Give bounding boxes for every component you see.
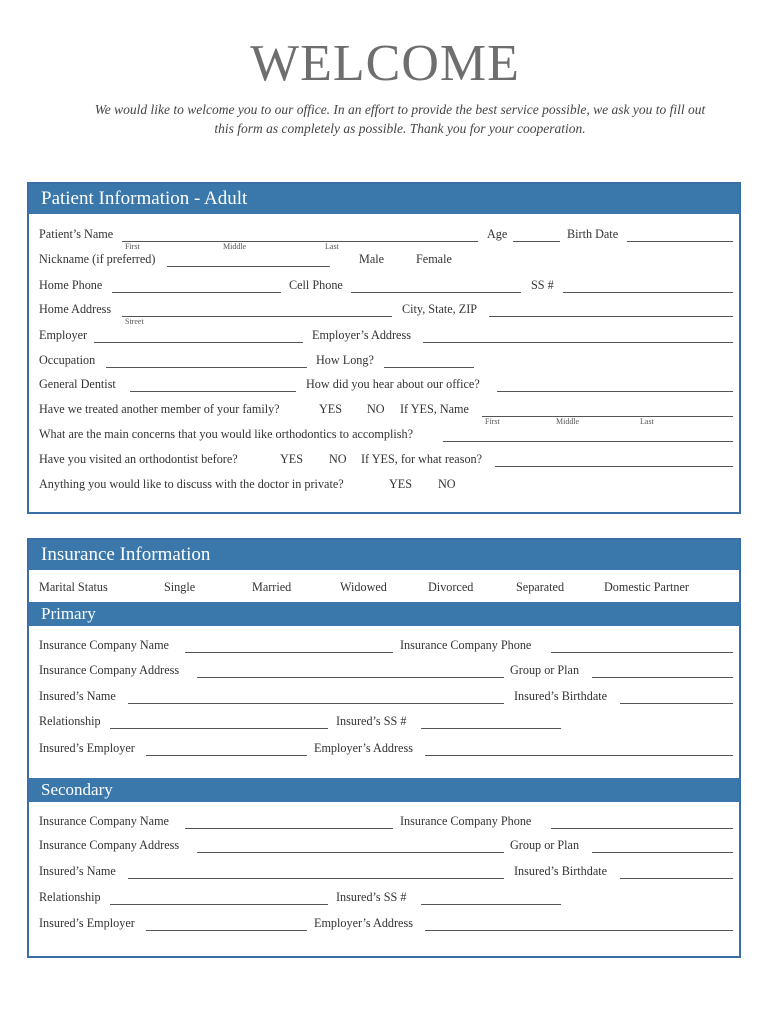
primary-group-plan-field[interactable] [592, 677, 733, 678]
ss-label: SS # [531, 278, 554, 292]
insurance-section-heading: Insurance Information [29, 540, 739, 570]
employers-address-field[interactable] [423, 342, 733, 343]
patients-name-field[interactable] [122, 241, 478, 242]
main-concerns-row [39, 427, 731, 445]
secondary-employer-row [39, 916, 731, 934]
insurance-section [27, 538, 741, 958]
primary-company-address-label: Insurance Company Address [39, 663, 180, 677]
primary-heading: Primary [29, 602, 739, 626]
discuss-private-no[interactable]: NO [438, 477, 456, 491]
city-state-zip-label: City, State, ZIP [402, 302, 478, 316]
patient-section-heading: Patient Information - Adult [29, 184, 739, 214]
visited-ortho-no[interactable]: NO [329, 452, 347, 466]
primary-relationship-row [39, 714, 731, 732]
secondary-relationship-row [39, 890, 731, 908]
treated-family-yes[interactable]: YES [319, 402, 343, 416]
treated-family-row [39, 402, 731, 426]
general-dentist-field[interactable] [130, 391, 296, 392]
secondary-relationship-label: Relationship [39, 890, 101, 904]
nickname-field[interactable] [167, 266, 330, 267]
primary-company-name-field[interactable] [185, 652, 393, 653]
family-first-sublabel: First [485, 417, 500, 426]
marital-status-row [39, 580, 731, 598]
secondary-group-plan-label: Group or Plan [510, 838, 580, 852]
treated-family-no[interactable]: NO [367, 402, 385, 416]
primary-company-phone-label: Insurance Company Phone [400, 638, 532, 652]
status-separated[interactable]: Separated [516, 580, 565, 594]
primary-employer-row [39, 741, 731, 759]
page-title: WELCOME [250, 35, 520, 92]
main-concerns-field[interactable] [443, 441, 733, 442]
primary-insureds-ss-label: Insured’s SS # [336, 714, 407, 728]
secondary-company-address-field[interactable] [197, 852, 504, 853]
primary-group-plan-label: Group or Plan [510, 663, 580, 677]
status-married[interactable]: Married [252, 580, 292, 594]
general-dentist-label: General Dentist [39, 377, 116, 391]
birth-date-label: Birth Date [567, 227, 619, 241]
nickname-row [39, 252, 731, 270]
secondary-company-address-label: Insurance Company Address [39, 838, 180, 852]
employers-address-label: Employer’s Address [312, 328, 411, 342]
patients-name-label: Patient’s Name [39, 227, 114, 241]
street-sublabel: Street [125, 317, 144, 326]
how-long-label: How Long? [316, 353, 374, 367]
family-last-sublabel: Last [640, 417, 654, 426]
primary-insureds-birthdate-field[interactable] [620, 703, 733, 704]
secondary-insureds-employer-field[interactable] [146, 930, 307, 931]
employer-row [39, 328, 731, 346]
primary-company-name-label: Insurance Company Name [39, 638, 169, 652]
intro-line-2: this form as completely as possible. Thank you for your cooperation. [214, 121, 586, 136]
age-field[interactable] [513, 241, 560, 242]
city-state-zip-field[interactable] [489, 316, 733, 317]
primary-company-row [39, 638, 731, 656]
home-phone-label: Home Phone [39, 278, 103, 292]
female-option[interactable]: Female [416, 252, 452, 266]
if-yes-reason-label: If YES, for what reason? [361, 452, 483, 466]
nickname-label: Nickname (if preferred) [39, 252, 156, 266]
status-single[interactable]: Single [164, 580, 196, 594]
cell-phone-label: Cell Phone [289, 278, 343, 292]
primary-relationship-label: Relationship [39, 714, 101, 728]
occupation-label: Occupation [39, 353, 96, 367]
home-phone-field[interactable] [112, 292, 281, 293]
age-label: Age [487, 227, 508, 241]
birth-date-field[interactable] [627, 241, 733, 242]
visited-ortho-label: Have you visited an orthodontist before? [39, 452, 238, 466]
primary-company-address-field[interactable] [197, 677, 504, 678]
secondary-insureds-employer-label: Insured’s Employer [39, 916, 135, 930]
male-option[interactable]: Male [359, 252, 385, 266]
status-domestic-partner[interactable]: Domestic Partner [604, 580, 689, 594]
if-yes-name-label: If YES, Name [400, 402, 469, 416]
how-long-field[interactable] [384, 367, 474, 368]
dentist-row [39, 377, 731, 395]
family-middle-sublabel: Middle [556, 417, 580, 426]
visit-reason-field[interactable] [495, 466, 733, 467]
family-member-name-field[interactable] [482, 416, 733, 417]
secondary-insureds-birthdate-label: Insured’s Birthdate [514, 864, 608, 878]
primary-insured-row [39, 689, 731, 707]
first-sublabel: First [125, 242, 140, 251]
home-address-label: Home Address [39, 302, 112, 316]
ss-field[interactable] [563, 292, 733, 293]
secondary-insureds-ss-field[interactable] [421, 904, 561, 905]
patients-name-row [39, 227, 731, 251]
phone-row [39, 278, 731, 296]
secondary-company-phone-field[interactable] [551, 828, 733, 829]
primary-insureds-birthdate-label: Insured’s Birthdate [514, 689, 608, 703]
secondary-company-name-label: Insurance Company Name [39, 814, 169, 828]
primary-insureds-name-field[interactable] [128, 703, 504, 704]
secondary-insured-row [39, 864, 731, 882]
how-hear-label: How did you hear about our office? [306, 377, 480, 391]
primary-employers-address-label: Employer’s Address [314, 741, 413, 755]
discuss-private-row [39, 477, 731, 495]
occupation-row [39, 353, 731, 371]
primary-insureds-employer-field[interactable] [146, 755, 307, 756]
primary-insureds-employer-label: Insured’s Employer [39, 741, 135, 755]
secondary-insureds-ss-label: Insured’s SS # [336, 890, 407, 904]
home-address-row [39, 302, 731, 326]
how-hear-field[interactable] [497, 391, 733, 392]
intro-text [60, 100, 740, 138]
middle-sublabel: Middle [223, 242, 247, 251]
secondary-employers-address-label: Employer’s Address [314, 916, 413, 930]
discuss-private-label: Anything you would like to discuss with the doctor in private? [39, 477, 344, 491]
secondary-insureds-name-field[interactable] [128, 878, 504, 879]
last-sublabel: Last [325, 242, 339, 251]
secondary-insureds-birthdate-field[interactable] [620, 878, 733, 879]
secondary-company-phone-label: Insurance Company Phone [400, 814, 532, 828]
primary-company-phone-field[interactable] [551, 652, 733, 653]
visited-ortho-row [39, 452, 731, 470]
secondary-insureds-name-label: Insured’s Name [39, 864, 116, 878]
visited-ortho-yes[interactable]: YES [280, 452, 304, 466]
home-address-field[interactable] [122, 316, 392, 317]
patient-section [27, 182, 741, 514]
secondary-company-row [39, 814, 731, 832]
status-divorced[interactable]: Divorced [428, 580, 474, 594]
primary-relationship-field[interactable] [110, 728, 328, 729]
employer-label: Employer [39, 328, 88, 342]
secondary-relationship-field[interactable] [110, 904, 328, 905]
primary-employers-address-field[interactable] [425, 755, 733, 756]
primary-address-row [39, 663, 731, 681]
cell-phone-field[interactable] [351, 292, 521, 293]
secondary-heading: Secondary [29, 778, 739, 802]
secondary-employers-address-field[interactable] [425, 930, 733, 931]
marital-status-label: Marital Status [39, 580, 108, 594]
primary-insureds-ss-field[interactable] [421, 728, 561, 729]
treated-family-label: Have we treated another member of your family? [39, 402, 280, 416]
discuss-private-yes[interactable]: YES [389, 477, 413, 491]
secondary-address-row [39, 838, 731, 856]
status-widowed[interactable]: Widowed [340, 580, 387, 594]
primary-insureds-name-label: Insured’s Name [39, 689, 116, 703]
employer-field[interactable] [94, 342, 303, 343]
main-concerns-label: What are the main concerns that you would like orthodontics to accomplish? [39, 427, 413, 441]
occupation-field[interactable] [106, 367, 307, 368]
intro-line-1: We would like to welcome you to our office. In an effort to provide the best service possible, we ask you to fill out [94, 102, 706, 117]
secondary-company-name-field[interactable] [185, 828, 393, 829]
secondary-group-plan-field[interactable] [592, 852, 733, 853]
